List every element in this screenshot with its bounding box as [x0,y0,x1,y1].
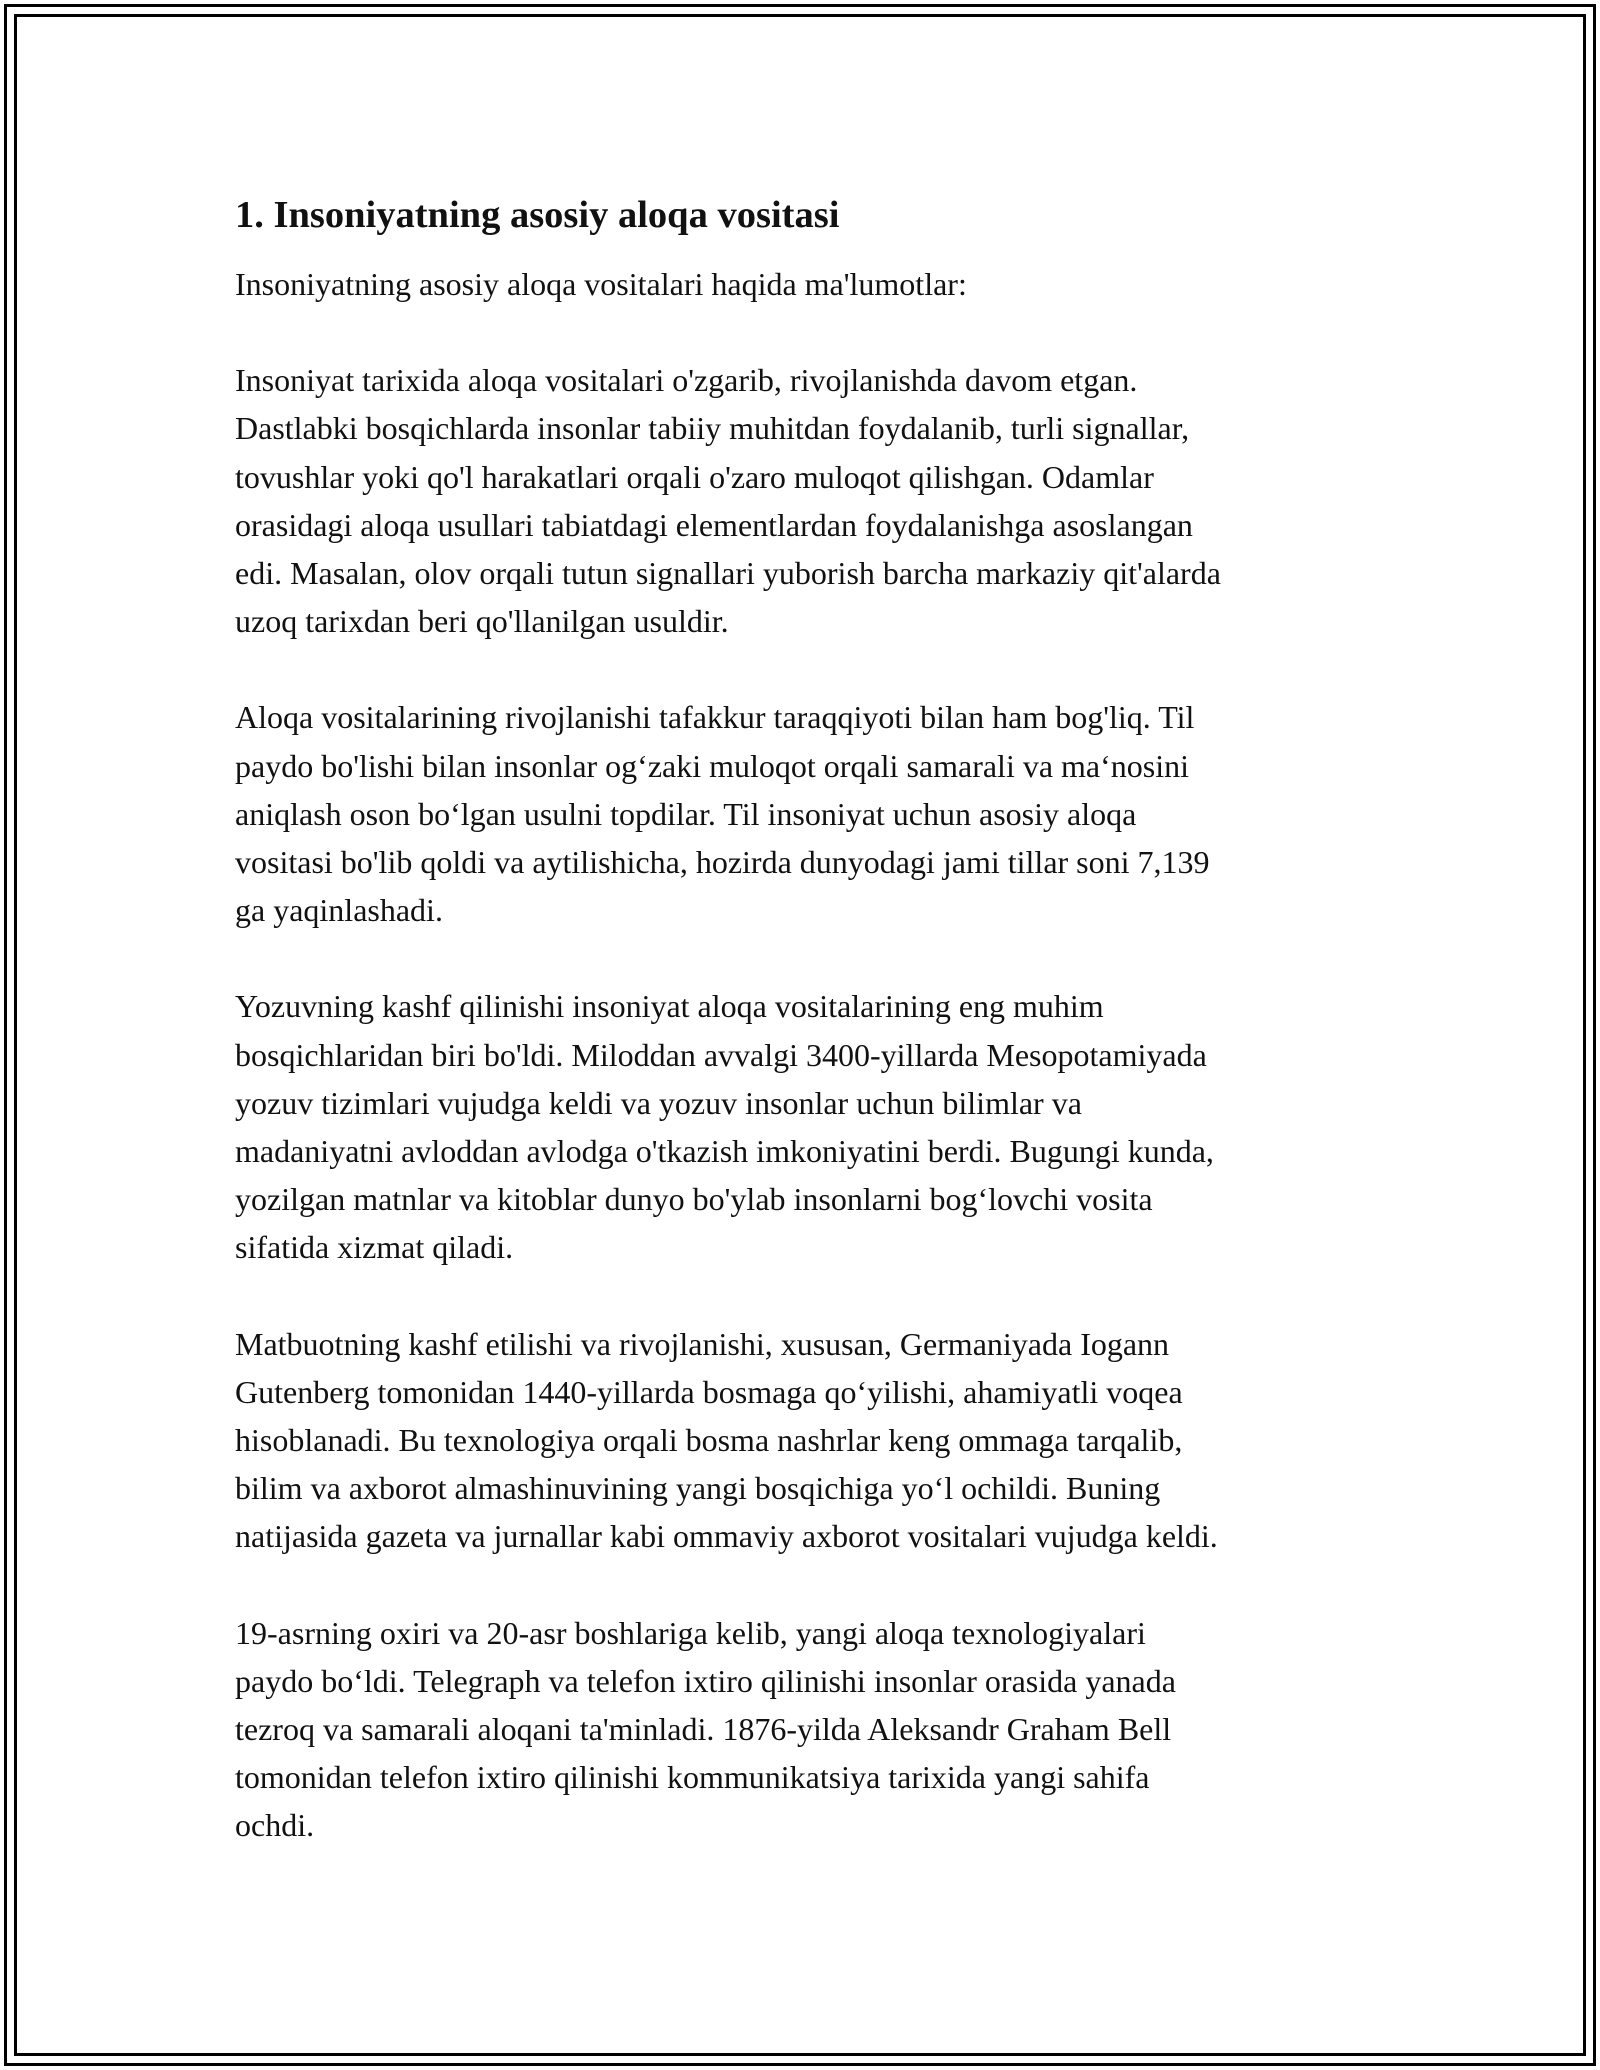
text-line: Insoniyat tarixida aloqa vositalari o'zgarib, rivojlanishda davom etgan. [235,362,1138,399]
text-line: yozuv tizimlari vujudga keldi va yozuv insonlar uchun bilimlar va [235,1084,1082,1121]
text-line: edi. Masalan, olov orqali tutun signallari yuborish barcha markaziy qit'alarda [235,555,1221,592]
paragraph-writing [235,982,1375,1271]
text-line: vositasi bo'lib qoldi va aytilishicha, hozirda dunyodagi jami tillar soni 7,139 [235,844,1210,881]
text-line: Yozuvning kashf qilinishi insoniyat aloqa vositalarining eng muhim [235,988,1104,1025]
document-body [235,186,1375,1850]
text-line: yozilgan matnlar va kitoblar dunyo bo'ylab insonlarni bog‘lovchi vosita [235,1181,1153,1218]
paragraph-telecommunication [235,1609,1375,1850]
text-line: 19-asrning oxiri va 20-asr boshlariga kelib, yangi aloqa texnologiyalari [235,1614,1146,1651]
text-line: tovushlar yoki qo'l harakatlari orqali o'zaro muloqot qilishgan. Odamlar [235,458,1154,495]
text-line: uzoq tarixdan beri qo'llanilgan usuldir. [235,603,729,640]
text-line: madaniyatni avloddan avlodga o'tkazish imkoniyatini berdi. Bugungi kunda, [235,1133,1214,1170]
text-line: orasidagi aloqa usullari tabiatdagi elementlardan foydalanishga asoslangan [235,506,1193,543]
text-line: Gutenberg tomonidan 1440-yillarda bosmaga qo‘yilishi, ahamiyatli voqea [235,1373,1183,1410]
text-line: paydo bo‘ldi. Telegraph va telefon ixtiro qilinishi insonlar orasida yanada [235,1662,1176,1699]
text-line: ga yaqinlashadi. [235,892,443,929]
text-line: paydo bo'lishi bilan insonlar og‘zaki muloqot orqali samarali va ma‘nosini [235,747,1190,784]
document-title: 1. Insoniyatning asosiy aloqa vositasi [235,194,840,236]
document-intro: Insoniyatning asosiy aloqa vositalari haqida ma'lumotlar: [235,266,967,302]
text-line: aniqlash oson bo‘lgan usulni topdilar. Til insoniyat uchun asosiy aloqa [235,795,1137,832]
text-line: Dastlabki bosqichlarda insonlar tabiiy muhitdan foydalanib, turli signallar, [235,410,1190,447]
text-line: bosqichlaridan biri bo'ldi. Miloddan avvalgi 3400-yillarda Mesopotamiyada [235,1036,1207,1073]
text-line: hisoblanadi. Bu texnologiya orqali bosma nashrlar keng ommaga tarqalib, [235,1422,1183,1459]
text-line: Aloqa vositalarining rivojlanishi tafakkur taraqqiyoti bilan ham bog'liq. Til [235,699,1195,736]
paragraph-printing [235,1320,1375,1561]
text-line: sifatida xizmat qiladi. [235,1229,514,1266]
paragraph-early-communication [235,356,1375,645]
text-line: ochdi. [235,1807,315,1844]
paragraph-language [235,693,1375,934]
text-line: bilim va axborot almashinuvining yangi bosqichiga yo‘l ochildi. Buning [235,1470,1161,1507]
text-line: natijasida gazeta va jurnallar kabi ommaviy axborot vositalari vujudga keldi. [235,1518,1218,1555]
text-line: Matbuotning kashf etilishi va rivojlanishi, xususan, Germaniyada Iogann [235,1325,1170,1362]
text-line: tezroq va samarali aloqani ta'minladi. 1876-yilda Aleksandr Graham Bell [235,1711,1172,1748]
text-line: tomonidan telefon ixtiro qilinishi kommunikatsiya tarixida yangi sahifa [235,1759,1150,1796]
